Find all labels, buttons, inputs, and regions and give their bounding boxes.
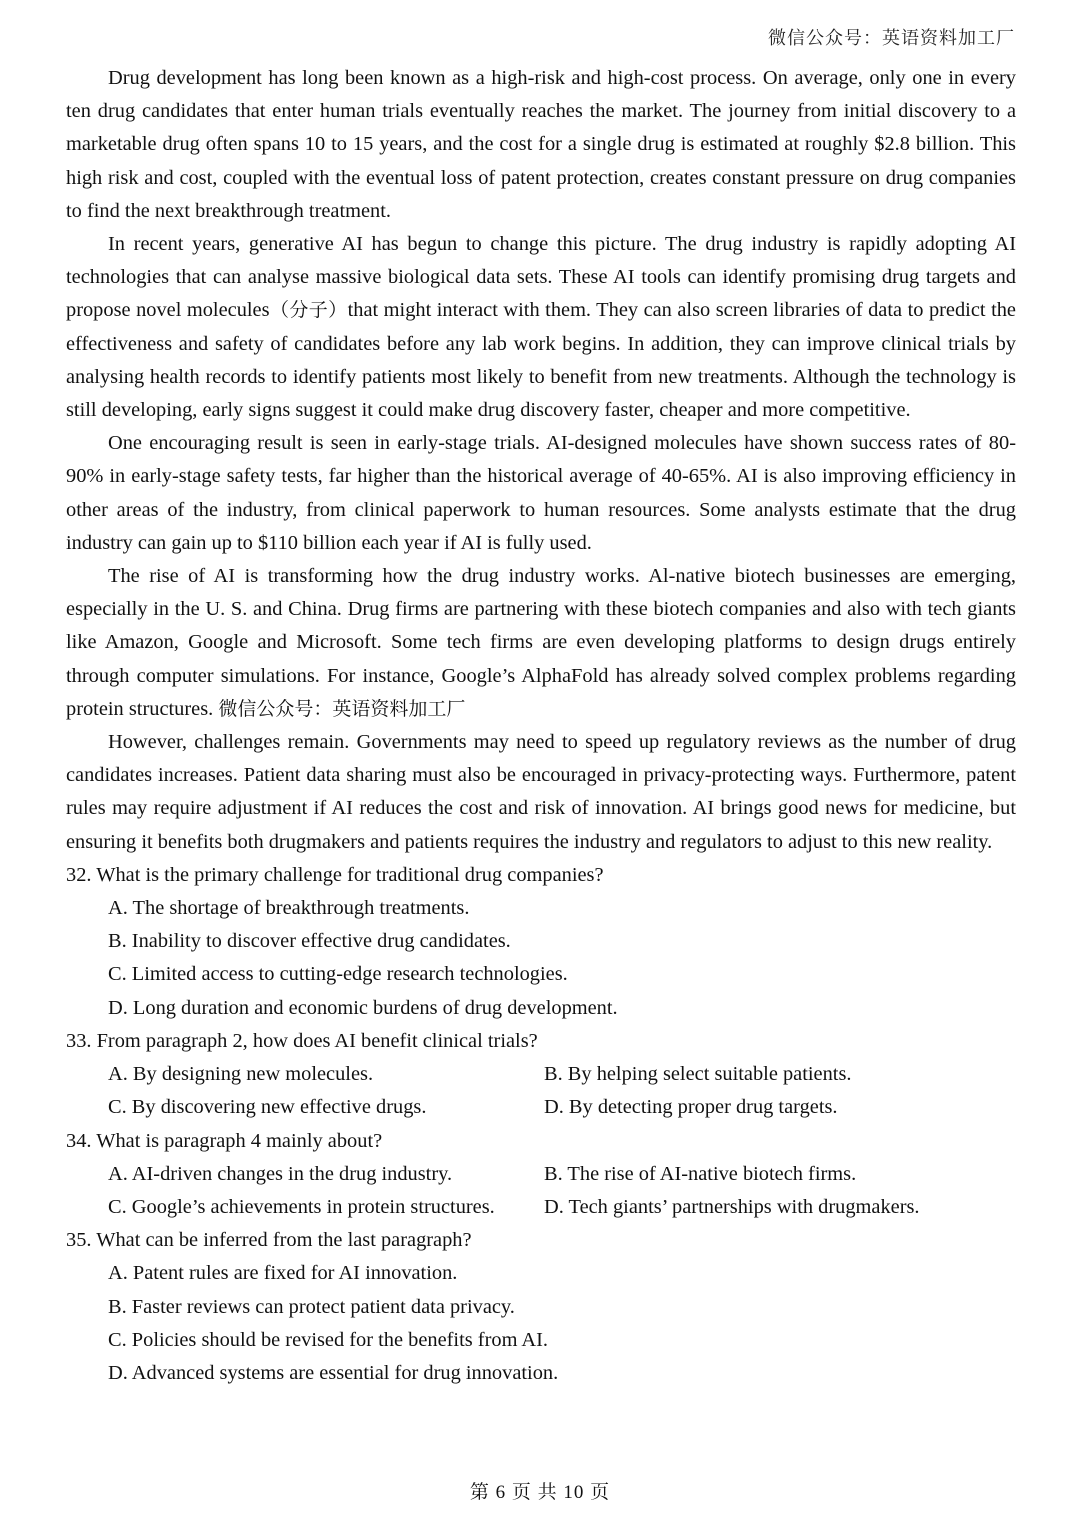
question-33-option-a: A. By designing new molecules. xyxy=(108,1063,374,1086)
question-32-stem: 32. What is the primary challenge for traditional drug companies? xyxy=(66,863,604,886)
passage-paragraph-4 xyxy=(66,560,1016,726)
question-35-option-a: A. Patent rules are fixed for AI innovation. xyxy=(108,1262,458,1285)
passage-paragraph-1: Drug development has long been known as a high-risk and high-cost process. On average, only one in every ten drug candidates that enter human trials eventually reaches the market. The journey from initial discovery to a marketable drug often spans 10 to 15 years, and the cost for a single drug is estimated at roughly $2.8 billion. This high risk and cost, coupled with the eventual loss of patent protection, creates constant pressure on drug companies to find the next breakthrough treatment. xyxy=(66,67,1016,222)
paragraph-2-text-start: In recent years, generative AI has begun to change this picture. The drug industry is rapidly adopting AI technologies that can analyse massive biological data sets. These AI tools can identify promising drug targets and propose novel molecules xyxy=(66,233,1016,322)
question-33-option-b: B. By helping select suitable patients. xyxy=(544,1063,852,1086)
paragraph-4-text: The rise of AI is transforming how the drug industry works. Al-native biotech businesses are emerging, especially in the U. S. and China. Drug firms are partnering with these biotech companies and also with tech giants like Amazon, Google and Microsoft. Some tech firms are even developing platforms to design drugs entirely through computer simulations. For instance, Google’s AlphaFold has already solved complex problems regarding protein structures. xyxy=(66,565,1016,720)
question-34-option-a: A. AI-driven changes in the drug industry. xyxy=(108,1162,453,1185)
page-number-footer: 第 6 页 共 10 页 xyxy=(469,1482,611,1503)
question-33-options-row-1 xyxy=(108,1058,1016,1091)
paragraph-2-text-end: that might interact with them. They can also screen libraries of data to predict the effectiveness and safety of candidates before any lab work begins. In addition, they can improve clinical trials by analysing health records to identify patients most likely to benefit from new treatments. Although the technology is still developing, early signs suggest it could make drug discovery faster, cheaper and more competitive. xyxy=(66,299,1016,422)
question-32-option-a: A. The shortage of breakthrough treatments. xyxy=(108,897,470,920)
question-32-option-c: C. Limited access to cutting-edge research technologies. xyxy=(108,963,568,986)
question-34-options-row-1 xyxy=(108,1158,1016,1191)
question-33-stem: 33. From paragraph 2, how does AI benefit clinical trials? xyxy=(66,1029,538,1052)
question-33-options-row-2 xyxy=(108,1091,1016,1124)
question-32-option-b: B. Inability to discover effective drug candidates. xyxy=(108,930,511,953)
question-35-stem: 35. What can be inferred from the last paragraph? xyxy=(66,1229,472,1252)
question-32-option-d: D. Long duration and economic burdens of drug development. xyxy=(108,996,618,1019)
question-35-option-b: B. Faster reviews can protect patient data privacy. xyxy=(108,1295,515,1318)
passage-paragraph-5: However, challenges remain. Governments may need to speed up regulatory reviews as the number of drug candidates increases. Patient data sharing must also be encouraged in privacy-protecting ways. Furthermore, patent rules may require adjustment if AI reduces the cost and risk of innovation. AI brings good news for medicine, but ensuring it benefits both drugmakers and patients requires the industry and regulators to adjust to this new reality. xyxy=(66,731,1016,853)
passage-paragraph-3: One encouraging result is seen in early-stage trials. AI-designed molecules have shown success rates of 80-90% in early-stage safety tests, far higher than the historical average of 40-65%. AI is also improving efficiency in other areas of the industry, from clinical paperwork to human resources. Some analysts estimate that the drug industry can gain up to $110 billion each year if AI is fully used. xyxy=(66,432,1016,554)
document-body xyxy=(66,62,1016,1390)
inline-watermark: 微信公众号：英语资料加工厂 xyxy=(218,697,466,720)
question-33-option-c: C. By discovering new effective drugs. xyxy=(108,1096,427,1119)
question-34-option-c: C. Google’s achievements in protein structures. xyxy=(108,1195,495,1218)
question-34-stem: 34. What is paragraph 4 mainly about? xyxy=(66,1129,383,1152)
question-35-option-d: D. Advanced systems are essential for drug innovation. xyxy=(108,1361,559,1384)
question-35-option-c: C. Policies should be revised for the benefits from AI. xyxy=(108,1328,549,1351)
page-header-watermark: 微信公众号：英语资料加工厂 xyxy=(768,28,1015,48)
question-34-option-d: D. Tech giants’ partnerships with drugmakers. xyxy=(544,1195,920,1218)
question-33-option-d: D. By detecting proper drug targets. xyxy=(544,1096,838,1119)
question-34-options-row-2 xyxy=(108,1191,1016,1224)
chinese-gloss: （分子） xyxy=(269,299,348,322)
passage-paragraph-2 xyxy=(66,228,1016,427)
question-34-option-b: B. The rise of AI-native biotech firms. xyxy=(544,1162,857,1185)
